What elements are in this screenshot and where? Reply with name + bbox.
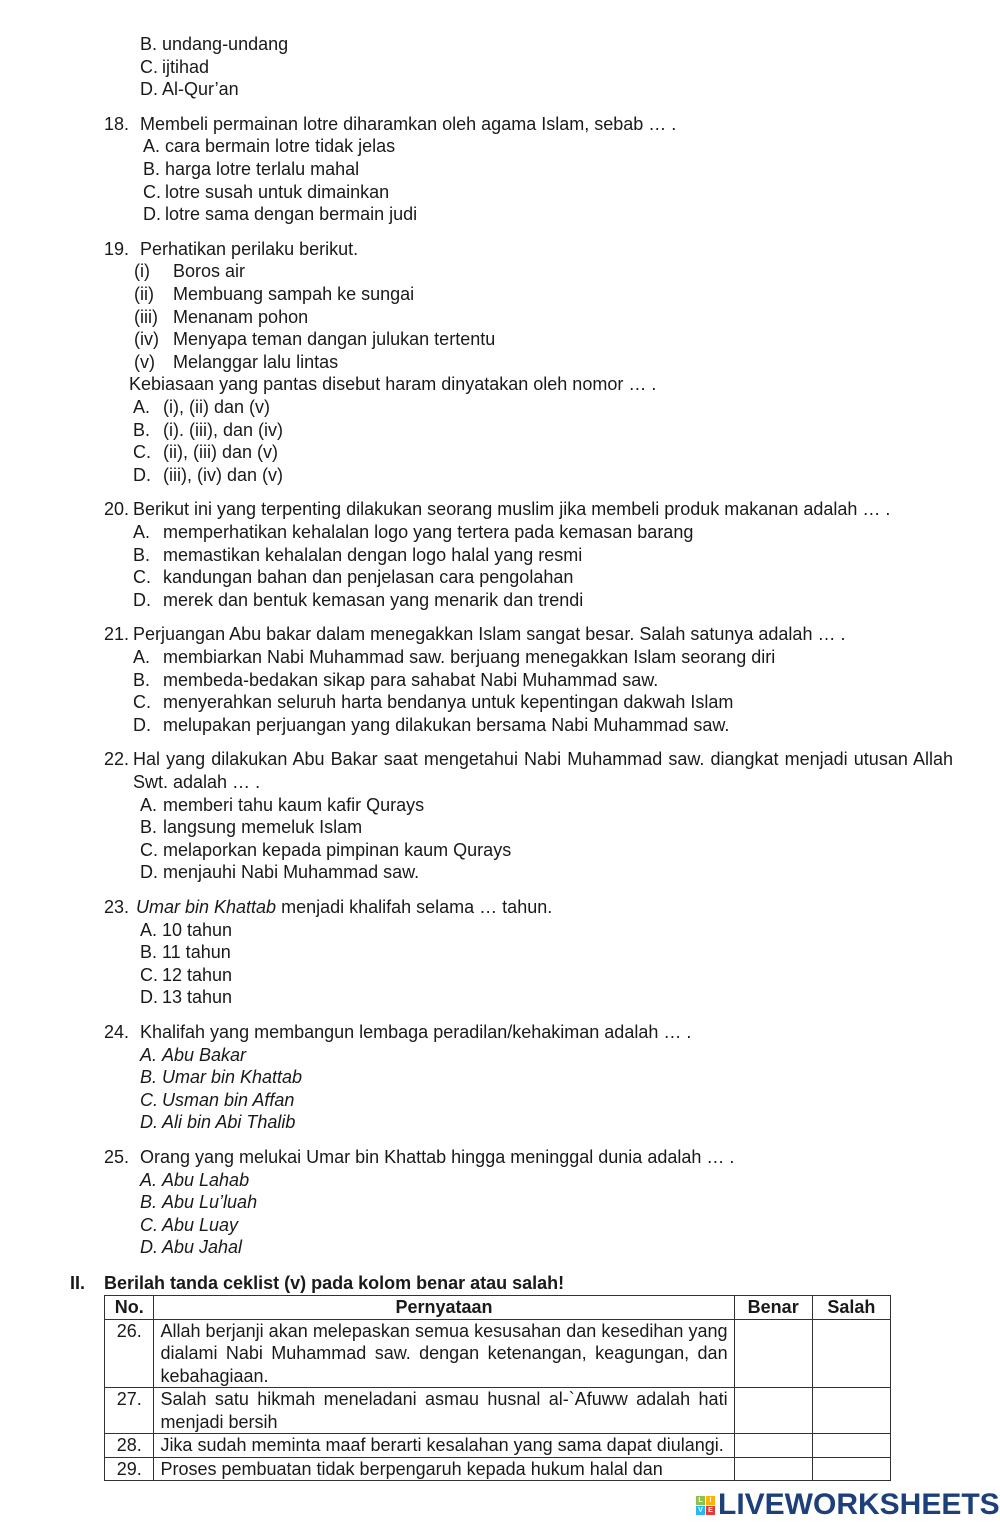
salah-checkbox-cell[interactable] — [812, 1434, 890, 1458]
option-letter: C. — [140, 839, 158, 860]
option-text: 13 tahun — [162, 987, 233, 1008]
table-row — [105, 1457, 891, 1481]
logo-mark-square: E — [706, 1506, 715, 1515]
option-text: 10 tahun — [162, 919, 233, 940]
benar-checkbox-cell[interactable] — [734, 1434, 812, 1458]
row-number: 29. — [105, 1457, 154, 1481]
option-text: undang-undang — [162, 34, 289, 54]
option-letter: A. — [140, 1044, 158, 1065]
row-statement: Proses pembuatan tidak berpengaruh kepada hukum halal dan — [154, 1457, 734, 1481]
statement-roman: (iv) — [134, 329, 159, 350]
option-letter: C. — [133, 442, 151, 463]
option-text: kandungan bahan dan penjelasan cara pengolahan — [163, 567, 574, 588]
option-letter: C. — [140, 964, 158, 985]
option-text: membeda-bedakan sikap para sahabat Nabi Muhammad saw. — [163, 669, 659, 690]
question-text-rest: menjadi khalifah selama … tahun. — [276, 897, 553, 917]
option-text: lotre susah untuk dimainkan — [165, 181, 390, 202]
option-letter: C. — [143, 181, 161, 202]
option-letter: B. — [140, 34, 158, 54]
salah-checkbox-cell[interactable] — [812, 1388, 890, 1434]
header-no: No. — [105, 1296, 154, 1320]
true-false-table — [104, 1295, 891, 1481]
question-number: 18. — [104, 113, 130, 134]
option-letter: D. — [133, 464, 151, 485]
statement-roman: (iii) — [134, 306, 158, 327]
logo-mark-icon — [696, 1496, 715, 1515]
statement-text: Boros air — [173, 261, 246, 282]
question-number: 22. — [104, 749, 130, 770]
table-row — [105, 1388, 891, 1434]
section-numeral: II. — [70, 1273, 86, 1293]
statement-text: Menyapa teman dangan julukan tertentu — [173, 329, 496, 350]
option-text: (ii), (iii) dan (v) — [163, 442, 278, 463]
option-letter: C. — [133, 692, 151, 713]
statement-text: Menanam pohon — [173, 306, 309, 327]
question-number: 25. — [104, 1147, 130, 1167]
option-letter: D. — [133, 714, 151, 735]
option-letter: A. — [133, 522, 151, 542]
option-text: harga lotre terlalu mahal — [165, 159, 360, 179]
option-text: memberi tahu kaum kafir Qurays — [163, 794, 425, 815]
option-text: melaporkan kepada pimpinan kaum Qurays — [163, 839, 512, 860]
option-letter: C. — [140, 1089, 158, 1110]
header-statement: Pernyataan — [154, 1296, 734, 1320]
option-letter: D. — [140, 1112, 158, 1133]
option-text: Abu Luay — [162, 1214, 239, 1235]
benar-checkbox-cell[interactable] — [734, 1457, 812, 1481]
option-text: 12 tahun — [162, 964, 233, 985]
row-number: 26. — [105, 1319, 154, 1388]
question-text: Khalifah yang membangun lembaga peradilan/kehakiman adalah … . — [140, 1022, 692, 1042]
option-letter: B. — [140, 942, 158, 963]
option-text: memperhatikan kehalalan logo yang tertera pada kemasan barang — [163, 522, 694, 542]
question-text: Hal yang dilakukan Abu Bakar saat mengetahui Nabi Muhammad saw. diangkat menjadi utusan Allah Swt. adalah … . — [133, 749, 953, 792]
option-text: memastikan kehalalan dengan logo halal yang resmi — [163, 544, 583, 565]
option-letter: A. — [140, 1169, 158, 1190]
option-letter: B. — [133, 544, 151, 565]
question-text: Perjuangan Abu bakar dalam menegakkan Islam sangat besar. Salah satunya adalah … . — [133, 624, 846, 645]
option-letter: B. — [140, 1067, 158, 1088]
option-text: Abu Bakar — [162, 1044, 247, 1065]
header-benar: Benar — [734, 1296, 812, 1320]
option-text: langsung memeluk Islam — [163, 817, 363, 838]
table-row — [105, 1434, 891, 1458]
option-text: (i), (ii) dan (v) — [163, 397, 270, 417]
option-letter: A. — [133, 397, 151, 417]
liveworksheets-logo — [696, 1488, 1000, 1522]
option-text: cara bermain lotre tidak jelas — [165, 136, 396, 157]
option-letter: D. — [133, 589, 151, 610]
option-text: menyerahkan seluruh harta bendanya untuk kepentingan dakwah Islam — [163, 692, 734, 713]
option-letter: A. — [140, 919, 158, 940]
statement-roman: (ii) — [134, 284, 154, 304]
option-text: 11 tahun — [162, 942, 231, 963]
question-number: 19. — [104, 238, 130, 259]
option-text: melupakan perjuangan yang dilakukan bersama Nabi Muhammad saw. — [163, 714, 730, 735]
question-number: 21. — [104, 624, 130, 645]
row-number: 28. — [105, 1434, 154, 1458]
option-text: Abu Lahab — [162, 1169, 250, 1190]
question-text: Berikut ini yang terpenting dilakukan seorang muslim jika membeli produk makanan adalah … . — [133, 499, 891, 520]
option-letter: A. — [140, 794, 158, 815]
option-letter: B. — [143, 159, 161, 179]
option-text: lotre sama dengan bermain judi — [165, 204, 418, 225]
statement-text: Membuang sampah ke sungai — [173, 284, 415, 304]
row-statement: Jika sudah meminta maaf berarti kesalahan yang sama dapat diulangi. — [154, 1434, 734, 1458]
question-number: 20. — [104, 499, 130, 520]
logo-mark-square: V — [696, 1506, 705, 1515]
statement-roman: (v) — [134, 351, 155, 372]
option-letter: B. — [133, 419, 151, 440]
option-letter: B. — [133, 669, 151, 690]
question-text — [136, 896, 552, 918]
option-letter: A. — [133, 647, 151, 667]
logo-mark-square: I — [706, 1496, 715, 1505]
option-text: menjauhi Nabi Muhammad saw. — [163, 862, 420, 883]
option-letter: B. — [140, 1192, 158, 1213]
option-letter: A. — [143, 136, 161, 157]
option-text: ijtihad — [162, 56, 210, 77]
question-text: Membeli permainan lotre diharamkan oleh agama Islam, sebab … . — [140, 113, 677, 134]
question-text: Orang yang melukai Umar bin Khattab hingga meninggal dunia adalah … . — [140, 1147, 735, 1167]
question-number: 24. — [104, 1022, 130, 1042]
row-statement: Allah berjanji akan melepaskan semua kesusahan dan kesedihan yang dialami Nabi Muhammad saw. dengan ketenangan, keagungan, dan kebahagiaan. — [154, 1319, 734, 1388]
logo-text: LIVEWORKSHEETS — [718, 1488, 1000, 1521]
option-letter: C. — [140, 1214, 158, 1235]
option-letter: D. — [140, 862, 158, 883]
section-instruction: Berilah tanda ceklist (v) pada kolom benar atau salah! — [104, 1273, 565, 1293]
option-letter: D. — [140, 987, 158, 1008]
option-text: (i). (iii), dan (iv) — [163, 419, 283, 440]
question-number: 23. — [104, 897, 130, 917]
salah-checkbox-cell[interactable] — [812, 1319, 890, 1388]
option-text: Usman bin Affan — [162, 1089, 295, 1110]
salah-checkbox-cell[interactable] — [812, 1457, 890, 1481]
option-letter: B. — [140, 817, 158, 838]
row-number: 27. — [105, 1388, 154, 1434]
question-text: Perhatikan perilaku berikut. — [140, 238, 359, 259]
option-text: Umar bin Khattab — [162, 1067, 303, 1088]
benar-checkbox-cell[interactable] — [734, 1388, 812, 1434]
option-text: membiarkan Nabi Muhammad saw. berjuang menegakkan Islam seorang diri — [163, 647, 776, 667]
statement-roman: (i) — [134, 261, 150, 282]
question-stem: Kebiasaan yang pantas disebut haram dinyatakan oleh nomor … . — [129, 374, 657, 395]
header-salah: Salah — [812, 1296, 890, 1320]
option-letter: D. — [143, 204, 161, 225]
statement-text: Melanggar lalu lintas — [173, 351, 339, 372]
option-letter: C. — [140, 56, 158, 77]
option-letter: D. — [140, 1237, 158, 1258]
table-row — [105, 1319, 891, 1388]
option-text: Ali bin Abi Thalib — [162, 1112, 296, 1133]
option-text: Al-Qur’an — [162, 79, 239, 100]
benar-checkbox-cell[interactable] — [734, 1319, 812, 1388]
option-letter: D. — [140, 79, 158, 100]
option-letter: C. — [133, 567, 151, 588]
question-text-italic: Umar bin Khattab — [136, 897, 277, 917]
option-text: (iii), (iv) dan (v) — [163, 464, 283, 485]
option-text: Abu Jahal — [162, 1237, 243, 1258]
logo-mark-square: L — [696, 1496, 705, 1505]
option-text: Abu Lu’luah — [162, 1192, 258, 1213]
row-statement: Salah satu hikmah meneladani asmau husnal al-`Afuww adalah hati menjadi bersih — [154, 1388, 734, 1434]
option-text: merek dan bentuk kemasan yang menarik dan trendi — [163, 589, 584, 610]
